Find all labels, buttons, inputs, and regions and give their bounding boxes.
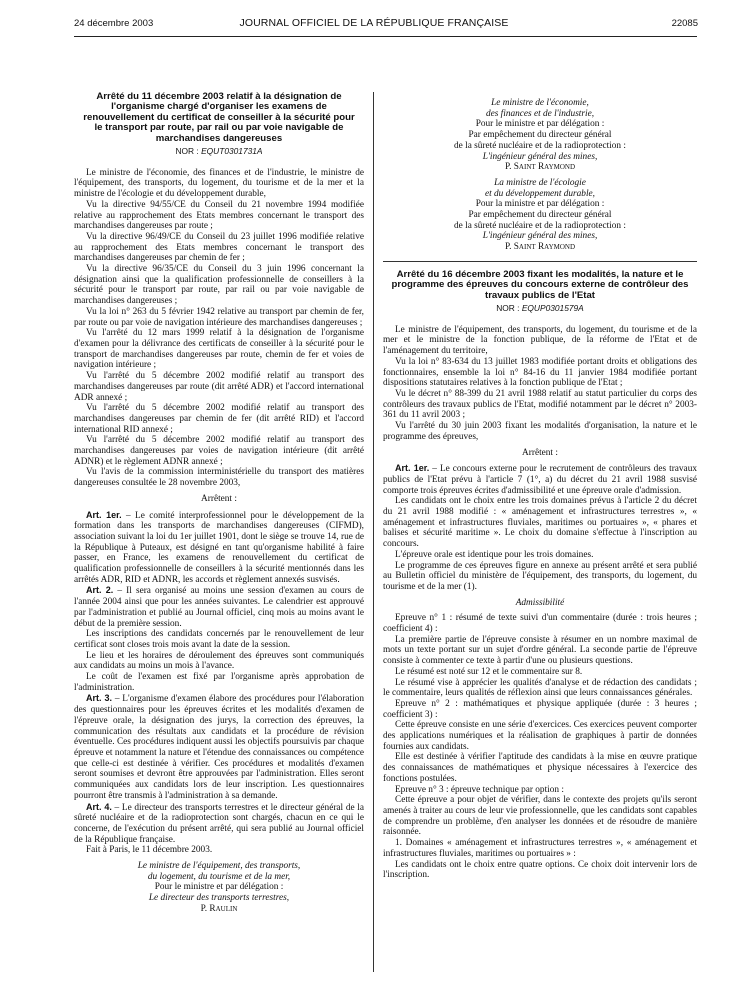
signature-line: Le directeur des transports terrestres,	[148, 893, 290, 904]
decree-title: Arrêté du 11 décembre 2003 relatif à la désignation de l'organisme chargé d'organiser les examens de renouvellement du certificat de conseiller à la sécurité pour le transport par route, par rail ou par voie navigable de marchandises dangereuses	[83, 91, 355, 144]
signatory-name: P. Saint Raymond	[504, 242, 576, 253]
arretent-heading: Arrêtent :	[201, 493, 237, 504]
paragraph: L'épreuve orale est identique pour les trois domaines.	[395, 549, 594, 560]
signatory-name: P. Saint Raymond	[504, 162, 576, 173]
article-1: Art. 1er. – Le concours externe pour le recrutement de contrôleurs des travaux publics de l'Etat prévu à l'article 7 (1°, a) du décret du 21 avril 1988 susvisé comporte trois épreuves écrites d'admissibilité et une épreuve orale d'admission.	[383, 463, 697, 496]
signature-line: Pour la ministre et par délégation :	[475, 199, 605, 210]
paragraph: Le programme de ces épreuves figure en annexe au présent arrêté et sera publié au Bulletin officiel du ministère de l'équipement, des transports, du logement, du tourisme et de la mer (1).	[383, 560, 697, 592]
header-date: 24 décembre 2003	[74, 18, 154, 29]
paragraph: Le lieu et les horaires de déroulement des épreuves sont communiqués aux candidats au moins un mois à l'avance.	[74, 650, 364, 672]
paragraph: Vu le décret n° 88-399 du 21 avril 1988 relatif au statut particulier du corps des contrôleurs des travaux publics de l'Etat, modifié notamment par le décret n° 2003-361 du 11 avril 2003 ;	[383, 388, 697, 421]
signature-line: Pour le ministre et par délégation :	[475, 119, 605, 130]
paragraph: Le ministre de l'équipement, des transports, du logement, du tourisme et de la mer et le ministre de la fonction publique, de la réforme de l'Etat et de l'aménagement du territoire,	[383, 324, 697, 357]
paragraph: Le coût de l'examen est fixé par l'organisme après approbation de l'administration.	[74, 672, 364, 693]
paragraph: Les candidats ont le choix entre les trois domaines prévus à l'article 2 du décret du 21 avril 1988 modifié : « aménagement et infrastructures terrestres », « aménagement et infrastructures fluviales, maritimes ou portuaires », « phares et balises et sécurité maritime ». Le choix du domaine s'effectue à l'inscription au concours.	[383, 496, 697, 550]
paragraph: Epreuve n° 2 : mathématiques et physique appliquée (durée : 3 heures ; coefficient 3) :	[383, 698, 697, 720]
signature-line: et du développement durable,	[485, 188, 595, 199]
paragraph: Vu l'arrêté du 12 mars 1999 relatif à la désignation de l'organisme d'examen pour la délivrance des certificats de conseiller à la sécurité pour le transport de marchandises dangereuses par route, chemin de fer et voies de navigation intérieure ;	[74, 328, 364, 371]
paragraph: Le résumé est noté sur 12 et le commentaire sur 8.	[395, 666, 583, 677]
header-rule	[74, 36, 697, 37]
paragraph: Vu l'arrêté du 5 décembre 2002 modifié relatif au transport des marchandises dangereuses par voies de navigation intérieure (dit arrêté ADNR) et le règlement ADNR annexé ;	[74, 435, 364, 467]
signature-line: L'ingénieur général des mines,	[482, 151, 598, 162]
paragraph: 1. Domaines « aménagement et infrastructures terrestres », « aménagement et infrastructures fluviales, maritimes ou portuaires » :	[383, 838, 697, 859]
paragraph: Vu la directive 94/55/CE du Conseil du 21 novembre 1994 modifiée relative au rapprochement des Etats membres concernant le transport des marchandises dangereuses par route ;	[74, 199, 364, 232]
decree-title: Arrêté du 16 décembre 2003 fixant les modalités, la nature et le programme des épreuves du concours externe de contrôleur des travaux publics de l'Etat	[391, 268, 689, 301]
paragraph: Cette épreuve a pour objet de vérifier, dans le contexte des projets qu'ils seront amenés à traiter au cours de leur vie professionnelle, que les candidats sont capables de comprendre un problème, d'en analyser les données et de résoudre de manière raisonnée.	[383, 795, 697, 838]
arrete-heading: Arrêtent :	[522, 447, 558, 458]
nor-reference: NOR : EQUT0301731A	[175, 146, 263, 157]
signature-line: de la sûreté nucléaire et de la radioprotection :	[454, 140, 626, 151]
paragraph: Vu la directive 96/35/CE du Conseil du 3 juin 1996 concernant la désignation ainsi que la qualification professionnelle de conseillers à la sécurité pour le transport par route, par rail ou par voie navigable de marchandises dangereuses ;	[74, 264, 364, 307]
left-column	[74, 92, 364, 915]
paragraph: Vu la loi n° 263 du 5 février 1942 relative au transport par chemin de fer, par route ou par voie de navigation intérieure des marchandises dangereuses ;	[74, 306, 364, 328]
signature-line: L'ingénieur général des mines,	[482, 231, 598, 242]
paragraph: Vu l'arrêté du 5 décembre 2002 modifié relatif au transport des marchandises dangereuses par chemin de fer (dit arrêté RID) et l'accord international RID annexé ;	[74, 403, 364, 435]
paragraph: Vu l'arrêté du 5 décembre 2002 modifié relatif au transport des marchandises dangereuses par route (dit arrêté ADR) et l'accord international ADR annexé ;	[74, 371, 364, 403]
signature-line: de la sûreté nucléaire et de la radioprotection :	[454, 220, 626, 231]
paragraph: Le ministre de l'économie, des finances et de l'industrie, le ministre de l'équipement, des transports, du logement, du tourisme et de la mer et la ministre de l'écologie et du développement durable,	[74, 167, 364, 200]
signature-line: Pour le ministre et par délégation :	[154, 882, 284, 893]
column-divider	[373, 92, 374, 972]
paragraph: Elle est destinée à vérifier l'aptitude des candidats à la mise en œuvre pratique des connaissances de mathématiques et physique nécessaires à l'exercice des fonctions postulées.	[383, 752, 697, 784]
article-4: Art. 4. – Le directeur des transports terrestres et le directeur général de la sûreté nucléaire et de la radioprotection sont chargés, chacun en ce qui le concerne, de l'exécution du présent arrêté, qui sera publié au Journal officiel de la République française.	[74, 801, 364, 845]
paragraph: Cette épreuve consiste en une série d'exercices. Ces exercices peuvent comporter des applications numériques et la réalisation de graphiques à partir de données fournies aux candidats.	[383, 720, 697, 752]
signatory-name: P. Raulin	[200, 903, 238, 914]
article-1: Art. 1er. – Le comité interprofessionnel pour le développement de la formation dans les transports de marchandises dangereuses (CIFMD), association suivant la loi du 1er juillet 1901, dont le siège se trouve 14, rue de la République à Puteaux, est désigné en tant qu'organisme habilité à faire passer, en France, les examens de renouvellement du certificat de qualification professionnelle de conseillers à la sécurité mentionnés dans les arrêtés ADR, RID et ADNR, les accords et règlement annexés susvisés.	[74, 509, 364, 585]
signature-line: des finances et de l'industrie,	[485, 108, 595, 119]
paragraph: Epreuve n° 3 : épreuve technique par option :	[395, 784, 564, 795]
nor-reference: NOR : EQUP0301579A	[496, 303, 584, 314]
signature-line: Le ministre de l'équipement, des transports,	[137, 861, 301, 872]
paragraph: Vu l'avis de la commission interministérielle du transport des matières dangereuses consultée le 28 novembre 2003,	[74, 467, 364, 489]
paragraph: Vu l'arrêté du 30 juin 2003 fixant les modalités d'organisation, la nature et le programme des épreuves,	[383, 421, 697, 442]
fait-a-paris: Fait à Paris, le 11 décembre 2003.	[86, 845, 213, 856]
paragraph: Les candidats ont le choix entre quatre options. Ce choix doit intervenir lors de l'inscription.	[383, 859, 697, 881]
paragraph: La première partie de l'épreuve consiste à résumer en un nombre maximal de mots un texte portant sur un sujet d'ordre général. La seconde partie de l'épreuve consiste à commenter ce texte à partir d'une ou plusieurs questions.	[383, 634, 697, 667]
signature-line: La ministre de l'écologie	[494, 177, 586, 188]
paragraph: Epreuve n° 1 : résumé de texte suivi d'un commentaire (durée : trois heures ; coefficient 4) :	[383, 613, 697, 635]
article-2: Art. 2. – Il sera organisé au moins une session d'examen au cours de l'année 2004 ainsi que pour les années suivantes. Le calendrier est approuvé par l'administration et publié au Journal officiel, cinq mois au moins avant le début de la première session.	[74, 585, 364, 629]
right-column	[383, 98, 697, 881]
paragraph: Les inscriptions des candidats concernés par le renouvellement de leur certificat sont closes trois mois avant la date de la session.	[74, 629, 364, 650]
article-3: Art. 3. – L'organisme d'examen élabore des procédures pour l'élaboration des questionnaires pour les épreuves écrites et les modalités d'examen de l'épreuve orale, la désignation des jurys, la correction des épreuves, la communication des résultats aux candidats et la procédure de révision éventuelle. Ces procédures indiquent aussi les objectifs poursuivis par chaque épreuve et notamment la nature et l'étendue des connaissances ou compétence que celle-ci est destinée à vérifier. Ces procédures et modalités d'examen seront soumises et devront être approuvées par l'administration. Elles seront communiquées aux candidats lors de leur inscription. Les questionnaires pourront être transmis à l'administration à sa demande.	[74, 693, 364, 801]
signature-line: Le ministre de l'économie,	[491, 98, 589, 108]
header-journal: JOURNAL OFFICIEL DE LA RÉPUBLIQUE FRANÇAISE	[239, 17, 509, 29]
paragraph: Vu la loi n° 83-634 du 13 juillet 1983 modifiée portant droits et obligations des fonctionnaires, ensemble la loi n° 84-16 du 11 janvier 1984 modifiée portant dispositions statutaires relatives à la fonction publique de l'Etat ;	[383, 356, 697, 389]
page-header	[0, 0, 748, 38]
header-page-number: 22085	[671, 18, 698, 29]
paragraph: Le résumé vise à apprécier les qualités d'analyse et de rédaction des candidats ; le commentaire, leurs qualités de réflexion ainsi que leurs connaissances générales.	[383, 677, 697, 699]
signature-line: Par empêchement du directeur général	[468, 130, 612, 141]
admissibilite-heading: Admissibilité	[515, 597, 565, 608]
section-separator	[383, 261, 697, 262]
paragraph: Vu la directive 96/49/CE du Conseil du 23 juillet 1996 modifiée relative au rapprochement des Etats membres concernant le transport des marchandises dangereuses par chemin de fer ;	[74, 231, 364, 264]
signature-line: Par empêchement du directeur général	[468, 210, 612, 221]
signature-line: du logement, du tourisme et de la mer,	[147, 871, 291, 882]
